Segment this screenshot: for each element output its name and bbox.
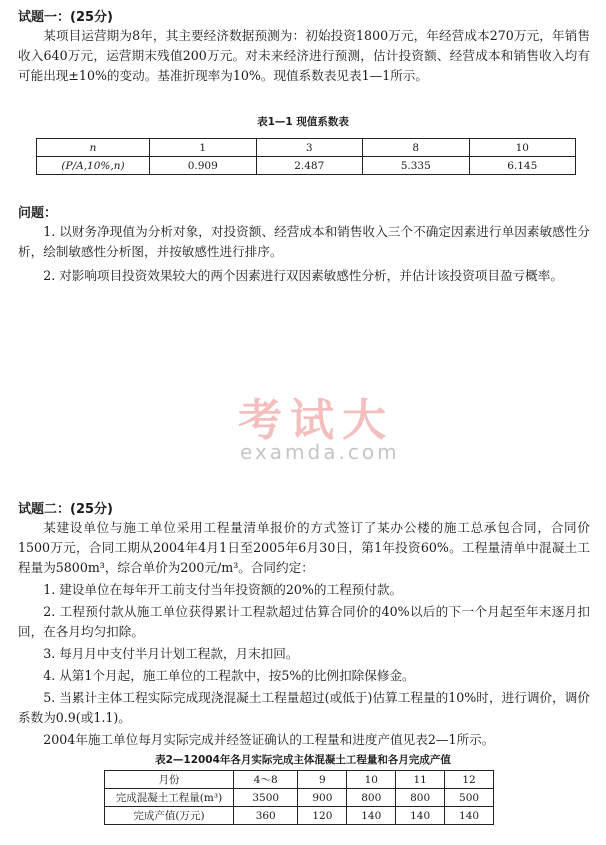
question-item: 2. 对影响项目投资效果较大的两个因素进行双因素敏感性分析，并估计该投资项目盈亏概率。	[43, 268, 563, 283]
table-cell: 完成混凝土工程量(m³)	[105, 789, 234, 807]
table-cell: 12	[445, 771, 494, 789]
table-cell: 6.145	[469, 157, 576, 175]
table-cell: 3500	[234, 789, 298, 807]
table-cell: 10	[469, 139, 576, 157]
table-cell: 4～8	[234, 771, 298, 789]
table-cell: 1	[150, 139, 257, 157]
table-cell: 5.335	[363, 157, 470, 175]
table-cell: 0.909	[150, 157, 257, 175]
present-value-table	[36, 138, 576, 175]
contract-term-item: 1. 建设单位在每年开工前支付当年投资额的20%的工程预付款。	[43, 582, 403, 597]
table-cell: 800	[347, 789, 396, 807]
contract-term-item: 2. 工程预付款从施工单位获得累计工程款超过估算合同价的40%以后的下一个月起至年末逐月扣回，在各月均匀扣除。	[18, 604, 590, 639]
table-cell: 2.487	[256, 157, 363, 175]
table-cell: 900	[298, 789, 347, 807]
contract-term-item: 4. 从第1个月起，施工单位的工程款中，按5%的比例扣除保修金。	[43, 668, 415, 683]
table-row	[105, 807, 494, 825]
table-row	[105, 771, 494, 789]
table-cell: 3	[256, 139, 363, 157]
table-row	[105, 789, 494, 807]
question-item: 1. 以财务净现值为分析对象，对投资额、经营成本和销售收入三个不确定因素进行单因素敏感性分析，绘制敏感性分析图，并按敏感性进行排序。	[18, 224, 590, 259]
table-cell: n	[37, 139, 150, 157]
table-row	[37, 139, 576, 157]
table-row	[37, 157, 576, 175]
watermark-url: examda.com	[240, 440, 400, 464]
question-two-title: 试题二：(25分)	[18, 502, 113, 517]
table-cell: (P/A,10%,n)	[37, 157, 150, 175]
contract-term-item: 3. 每月月中支付半月计划工程款，月末扣回。	[43, 646, 299, 661]
question-one-paragraph: 某项目运营期为8年，其主要经济数据预测为：初始投资1800万元，年经营成本270万元，年销售收入640万元，运营期末残值200万元。对未来经济进行预测，估计投资额、经营成本和销售收入均有可能出现±10%的变动。基准折现率为10%。现值系数表见表1—1所示。	[18, 28, 590, 83]
table-cell: 120	[298, 807, 347, 825]
contract-term-item: 5. 当累计主体工程实际完成现浇混凝土工程量超过(或低于)估算工程量的10%时，进行调价，调价系数为0.9(或1.1)。	[18, 690, 590, 725]
table-cell: 500	[445, 789, 494, 807]
question-two-closing: 2004年施工单位每月实际完成并经签证确认的工程量和进度产值见表2—1所示。	[43, 732, 495, 747]
table-cell: 140	[347, 807, 396, 825]
watermark-logo: 考试大	[238, 395, 394, 446]
table-cell: 360	[234, 807, 298, 825]
table-cell: 月份	[105, 771, 234, 789]
question-one-title: 试题一：(25分)	[18, 10, 113, 25]
question-two-paragraph: 某建设单位与施工单位采用工程量清单报价的方式签订了某办公楼的施工总承包合同，合同价1500万元，合同工期从2004年4月1日至2005年6月30日，第1年投资60%。工程量清单中混凝土工程量为5800m³，综合单价为200元/m³。合同约定：	[18, 520, 590, 575]
table-cell: 140	[396, 807, 445, 825]
questions-title: 问题：	[18, 206, 58, 221]
table-1-1-caption: 表1—1 现值系数表	[257, 116, 349, 128]
table-cell: 800	[396, 789, 445, 807]
table-cell: 8	[363, 139, 470, 157]
table-cell: 完成产值(万元)	[105, 807, 234, 825]
table-cell: 9	[298, 771, 347, 789]
table-cell: 11	[396, 771, 445, 789]
table-2-1-caption: 表2—12004年各月实际完成主体混凝土工程量和各月完成产值	[155, 754, 451, 766]
table-cell: 10	[347, 771, 396, 789]
monthly-output-table	[104, 770, 494, 825]
table-cell: 140	[445, 807, 494, 825]
